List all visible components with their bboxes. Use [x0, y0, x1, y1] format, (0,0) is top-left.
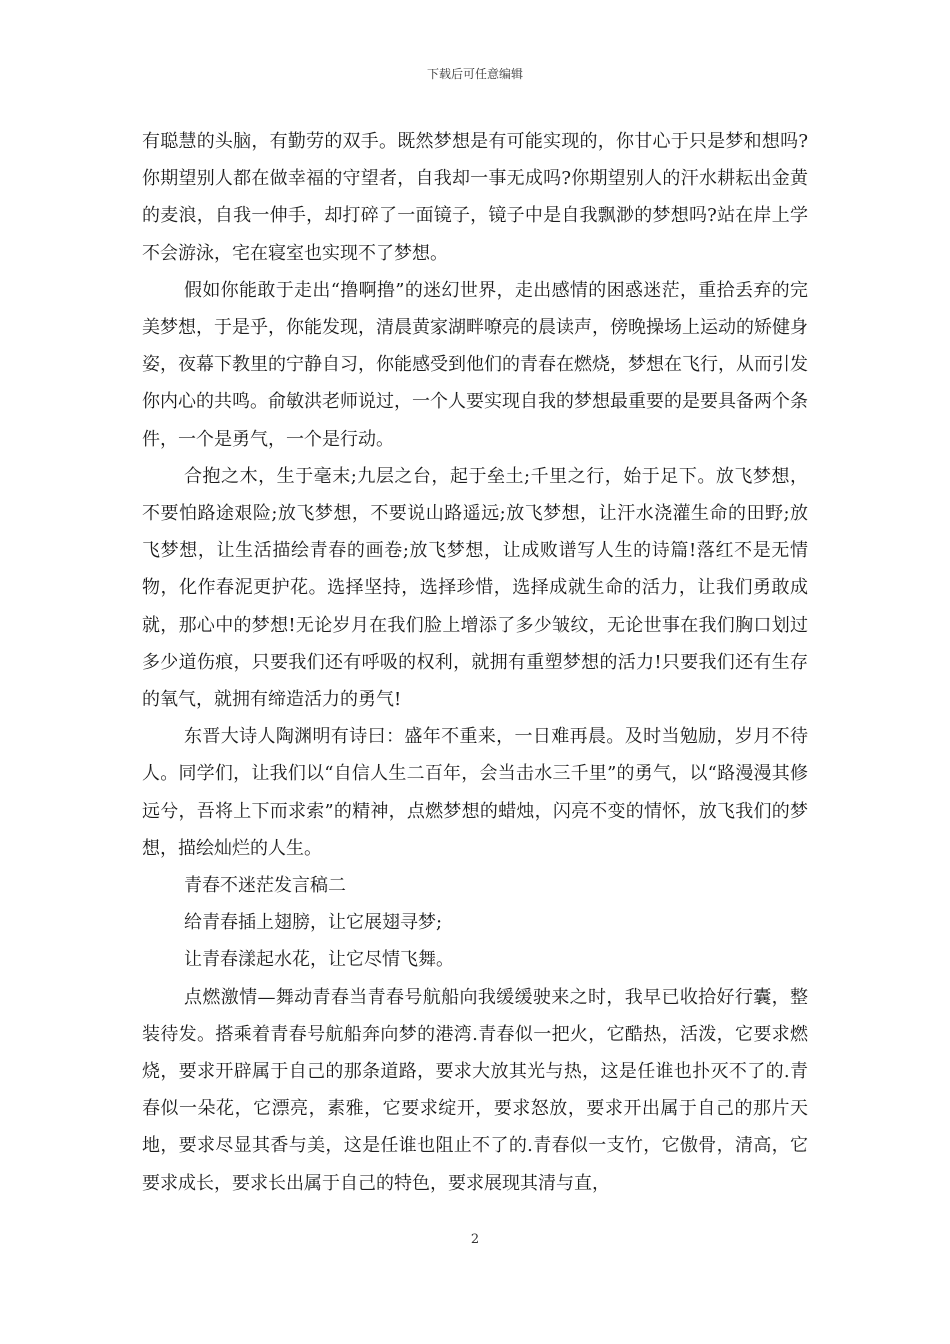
page-header: 下载后可任意编辑: [426, 67, 523, 81]
document-body: [142, 123, 808, 1202]
section-title: 青春不迷茫发言稿二: [184, 875, 346, 897]
paragraph-7: 让青春漾起水花，让它尽情飞舞。: [184, 949, 454, 971]
page-number: 2: [470, 1232, 480, 1247]
paragraph-2: 假如你能敢于走出“撸啊撸”的迷幻世界，走出感情的困惑迷茫，重拾丢弃的完美梦想，于是乎，你能发现，清晨黄家湖畔嘹亮的晨读声，傍晚操场上运动的矫健身姿，夜幕下教里的宁静自习，你能感受到他们的青春在燃烧，梦想在飞行，从而引发你内心的共鸣。俞敏洪老师说过，一个人要实现自我的梦想最重要的是要具备两个条件，一个是勇气，一个是行动。: [142, 279, 808, 450]
paragraph-8: 点燃激情—舞动青春当青春号航船向我缓缓驶来之时，我早已收拾好行囊，整装待发。搭乘着青春号航船奔向梦的港湾.青春似一把火，它酷热，活泼，它要求燃烧，要求开辟属于自己的那条道路，要求大放其光与热，这是任谁也扑灭不了的.青春似一朵花，它漂亮，素雅，它要求绽开，要求怒放，要求开出属于自己的那片天地，要求尽显其香与美，这是任谁也阻止不了的.青春似一支竹，它傲骨，清高，它要求成长，要求长出属于自己的特色，要求展现其清与直，: [142, 986, 808, 1194]
paragraph-4: 东晋大诗人陶渊明有诗曰：盛年不重来，一日难再晨。及时当勉励，岁月不待人。同学们，让我们以“自信人生二百年，会当击水三千里”的勇气，以“路漫漫其修远兮，吾将上下而求索”的精神，点燃梦想的蜡烛，闪亮不变的情怀，放飞我们的梦想，描绘灿烂的人生。: [142, 726, 808, 859]
paragraph-6: 给青春插上翅膀，让它展翅寻梦;: [184, 912, 443, 934]
paragraph-3: 合抱之木，生于毫末;九层之台，起于垒土;千里之行，始于足下。放飞梦想，不要怕路途艰险;放飞梦想，不要说山路遥远;放飞梦想，让汗水浇灌生命的田野;放飞梦想，让生活描绘青春的画卷;放飞梦想，让成败谱写人生的诗篇!落红不是无情物，化作春泥更护花。选择坚持，选择珍惜，选择成就生命的活力，让我们勇敢成就，那心中的梦想!无论岁月在我们脸上增添了多少皱纹，无论世事在我们胸口划过多少道伤痕，只要我们还有呼吸的权利，就拥有重塑梦想的活力!只要我们还有生存的氧气，就拥有缔造活力的勇气!: [142, 465, 808, 711]
paragraph-1: 有聪慧的头脑，有勤劳的双手。既然梦想是有可能实现的，你甘心于只是梦和想吗?你期望别人都在做幸福的守望者，自我却一事无成吗?你期望别人的汗水耕耘出金黄的麦浪，自我一伸手，却打碎了一面镜子，镜子中是自我飘渺的梦想吗?站在岸上学不会游泳，宅在寝室也实现不了梦想。: [142, 131, 808, 264]
